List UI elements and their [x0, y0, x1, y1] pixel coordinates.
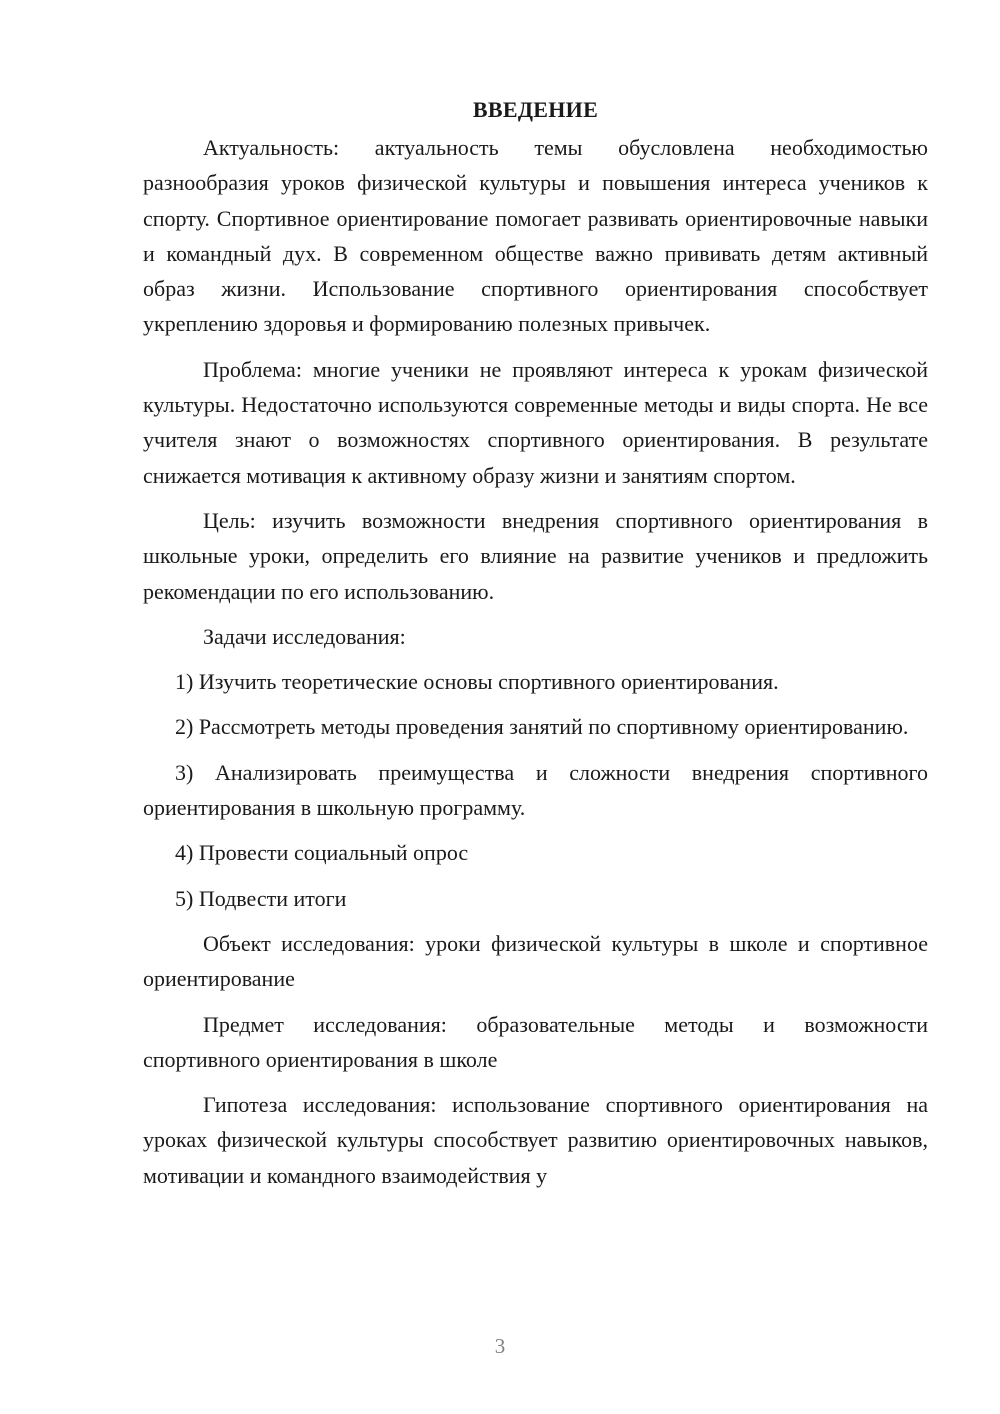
- task-item-5: 5) Подвести итоги: [175, 885, 347, 911]
- task-item-4: 4) Провести социальный опрос: [175, 840, 469, 866]
- page-content: [143, 95, 928, 1193]
- paragraph-hypothesis: Гипотеза исследования: использование спортивного ориентирования на уроках физической культуры способствует развитию ориентировочных навыков, мотивации и командного взаимодействия у: [143, 1092, 928, 1188]
- paragraph-relevance: Актуальность: актуальность темы обусловлена необходимостью разнообразия уроков физической культуры и повышения интереса учеников к спорту. Спортивное ориентирование помогает развивать ориентировочные навыки и командный дух. В современном обществе важно прививать детям активный образ жизни. Использование спортивного ориентирования способствует укреплению здоровья и формированию полезных привычек.: [143, 135, 928, 337]
- task-item-3: 3) Анализировать преимущества и сложности внедрения спортивного ориентирования в школьную программу.: [143, 759, 928, 821]
- paragraph-subject: Предмет исследования: образовательные методы и возможности спортивного ориентирования в школе: [143, 1011, 928, 1072]
- page-title: ВВЕДЕНИЕ: [472, 97, 599, 122]
- paragraph-problem: Проблема: многие ученики не проявляют интереса к урокам физической культуры. Недостаточно используются современные методы и виды спорта. Не все учителя знают о возможностях спортивного ориентирования. В результате снижается мотивация к активному образу жизни и занятиям спортом.: [143, 356, 928, 488]
- paragraph-object: Объект исследования: уроки физической культуры в школе и спортивное ориентирование: [143, 930, 928, 992]
- paragraph-goal: Цель: изучить возможности внедрения спортивного ориентирования в школьные уроки, определить его влияние на развитие учеников и предложить рекомендации по его использованию.: [143, 507, 928, 604]
- task-item-1: 1) Изучить теоретические основы спортивного ориентирования.: [175, 669, 779, 695]
- page-number: 3: [494, 1334, 506, 1358]
- tasks-heading: Задачи исследования:: [203, 623, 406, 649]
- task-item-2: 2) Рассмотреть методы проведения занятий по спортивному ориентированию.: [175, 714, 909, 740]
